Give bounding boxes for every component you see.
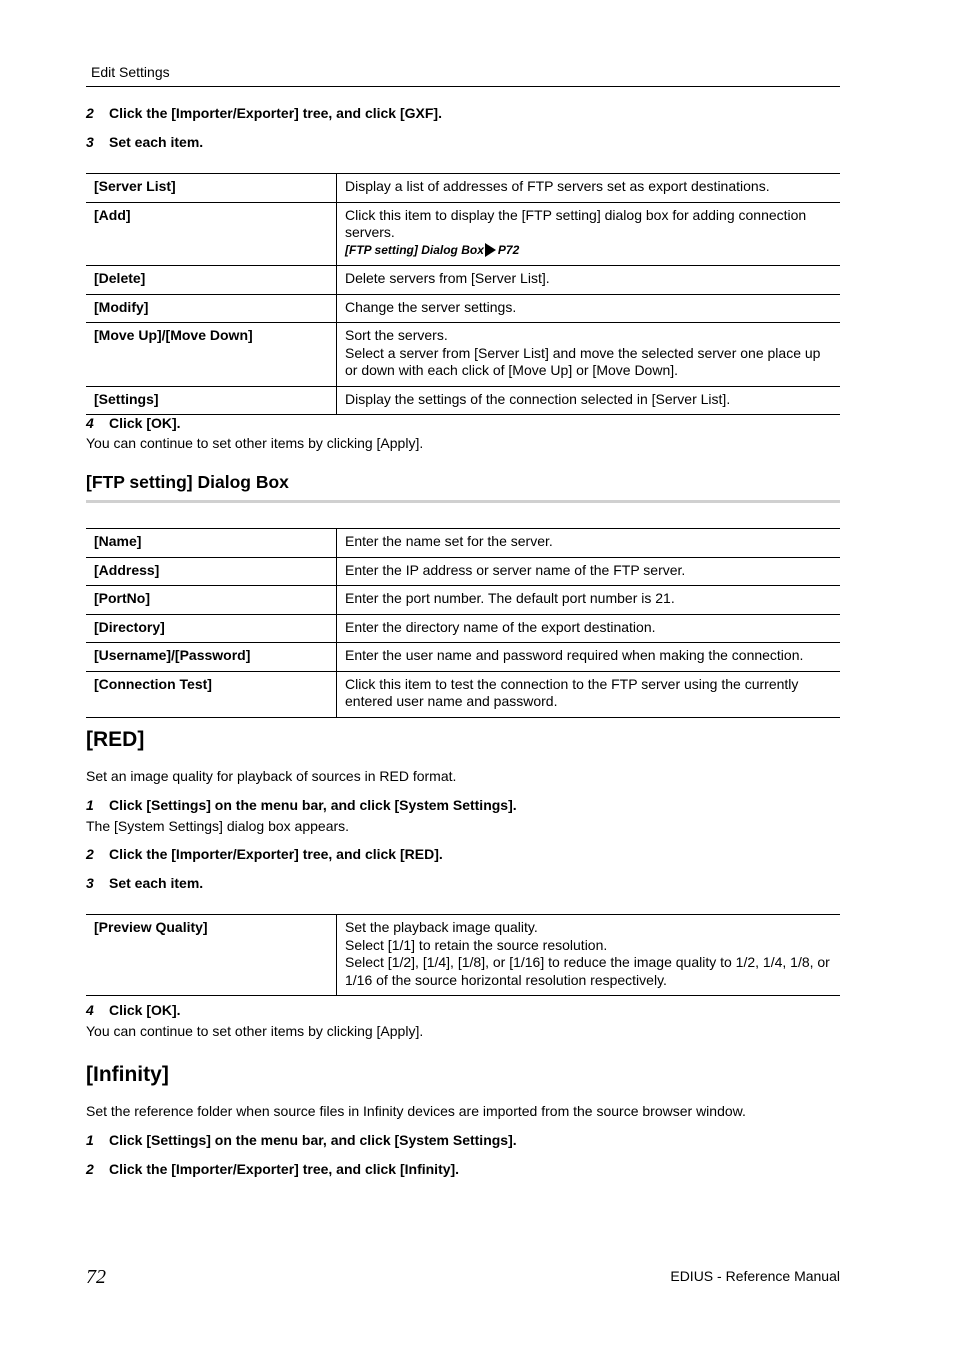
red-intro: Set an image quality for playback of sources in RED format. [86, 768, 457, 784]
setting-key: [Modify] [86, 294, 337, 323]
setting-key: [Move Up]/[Move Down] [86, 323, 337, 387]
footer-title: EDIUS - Reference Manual [670, 1268, 840, 1284]
infinity-heading: [Infinity] [86, 1063, 169, 1086]
setting-desc: Select [1/1] to retain the source resolution. [345, 936, 608, 953]
step-number: 1 [86, 797, 94, 813]
table-row [86, 174, 840, 203]
step-number: 3 [86, 875, 94, 891]
setting-desc: Delete servers from [Server List]. [337, 266, 841, 295]
infinity-intro: Set the reference folder when source files in Infinity devices are imported from the source browser window. [86, 1103, 746, 1119]
ref-text: [FTP setting] Dialog Box [345, 242, 484, 257]
setting-desc-cell [337, 323, 841, 387]
red-step-4 [86, 1002, 181, 1018]
step-number: 2 [86, 846, 94, 862]
red-step-2 [86, 846, 443, 862]
header-rule [86, 86, 840, 87]
step-number: 4 [86, 415, 94, 431]
setting-key: [Name] [86, 529, 337, 558]
setting-desc: Set the playback image quality. [345, 919, 538, 935]
infinity-step-1 [86, 1132, 517, 1148]
step-text: Click [OK]. [109, 1002, 181, 1018]
subheading-rule [86, 500, 840, 503]
gxf-step-4 [86, 415, 181, 431]
table-row [86, 915, 840, 996]
table-row [86, 671, 840, 717]
table-row [86, 529, 840, 558]
step-text: Click the [Importer/Exporter] tree, and click [Infinity]. [109, 1161, 460, 1177]
step-text: Set each item. [109, 134, 204, 150]
table-row [86, 202, 840, 266]
cross-reference-link[interactable] [345, 242, 832, 260]
table-row [86, 386, 840, 415]
setting-desc: Change the server settings. [337, 294, 841, 323]
table-row [86, 266, 840, 295]
setting-key: [Settings] [86, 386, 337, 415]
setting-key: [Server List] [86, 174, 337, 203]
red-step-1-note: The [System Settings] dialog box appears. [86, 818, 350, 834]
setting-desc: Click this item to display the [FTP setting] dialog box for adding connection servers. [345, 206, 807, 240]
table-row [86, 614, 840, 643]
table-row [86, 586, 840, 615]
step-number: 1 [86, 1132, 94, 1148]
setting-key: [Delete] [86, 266, 337, 295]
step-number: 4 [86, 1002, 94, 1018]
setting-desc: Enter the port number. The default port number is 21. [337, 586, 841, 615]
gxf-settings-table [86, 173, 840, 415]
setting-desc: Enter the IP address or server name of the FTP server. [337, 557, 841, 586]
setting-key: [Add] [86, 202, 337, 266]
step-text: Click [Settings] on the menu bar, and click [System Settings]. [109, 1132, 517, 1148]
setting-key: [Username]/[Password] [86, 643, 337, 672]
table-row [86, 294, 840, 323]
ftp-dialog-heading: [FTP setting] Dialog Box [86, 472, 289, 492]
ftp-settings-table [86, 528, 840, 718]
step-number: 2 [86, 1161, 94, 1177]
step-number: 2 [86, 105, 94, 121]
setting-key: [Connection Test] [86, 671, 337, 717]
setting-desc-cell [337, 202, 841, 266]
step-text: Set each item. [109, 875, 204, 891]
red-note: You can continue to set other items by clicking [Apply]. [86, 1023, 424, 1039]
table-row [86, 643, 840, 672]
red-heading: [RED] [86, 728, 145, 751]
table-row [86, 323, 840, 387]
gxf-note: You can continue to set other items by clicking [Apply]. [86, 435, 424, 451]
setting-desc: Enter the name set for the server. [337, 529, 841, 558]
step-text: Click [OK]. [109, 415, 181, 431]
step-text: Click the [Importer/Exporter] tree, and click [RED]. [109, 846, 443, 862]
setting-key: [Preview Quality] [86, 915, 337, 996]
setting-desc: Enter the user name and password required when making the connection. [337, 643, 841, 672]
step-number: 3 [86, 134, 94, 150]
setting-desc: Enter the directory name of the export destination. [337, 614, 841, 643]
step-text: Click [Settings] on the menu bar, and click [System Settings]. [109, 797, 517, 813]
setting-desc: Display the settings of the connection selected in [Server List]. [337, 386, 841, 415]
table-row [86, 557, 840, 586]
infinity-step-2 [86, 1161, 459, 1177]
gxf-step-3 [86, 134, 203, 150]
gxf-step-2 [86, 105, 442, 121]
setting-key: [Address] [86, 557, 337, 586]
setting-key: [PortNo] [86, 586, 337, 615]
red-step-1 [86, 797, 517, 813]
red-step-3 [86, 875, 203, 891]
setting-desc: Click this item to test the connection to the FTP server using the currently entered user name and password. [337, 671, 841, 717]
setting-desc-cell [337, 915, 841, 996]
ref-page: P72 [497, 242, 520, 257]
setting-desc: Select a server from [Server List] and move the selected server one place up or down with each click of [Move Up] or [Move Down]. [345, 344, 821, 378]
setting-desc: Display a list of addresses of FTP servers set as export destinations. [337, 174, 841, 203]
setting-desc: Select [1/2], [1/4], [1/8], or [1/16] to reduce the image quality to 1/2, 1/4, 1/8, or 1/16 of the source horizontal resolution respectively. [345, 954, 830, 988]
step-text: Click the [Importer/Exporter] tree, and click [GXF]. [109, 105, 442, 121]
running-header: Edit Settings [91, 64, 170, 80]
page-number: 72 [86, 1266, 106, 1288]
setting-desc: Sort the servers. [345, 327, 448, 343]
arrow-right-icon [485, 243, 496, 257]
setting-key: [Directory] [86, 614, 337, 643]
red-settings-table [86, 914, 840, 996]
